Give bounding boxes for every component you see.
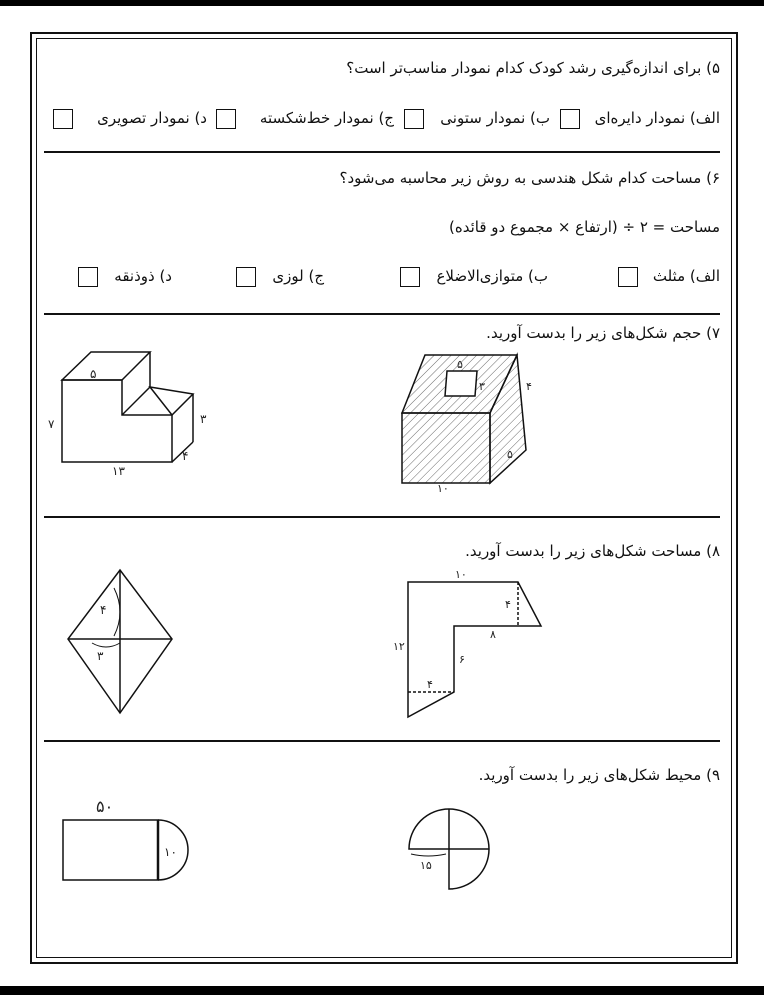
q8-fig2-label-inner: ۸ xyxy=(490,628,496,641)
q6-option-c-label: ج) لوزی xyxy=(272,267,324,285)
separator xyxy=(44,740,720,742)
q5-option-b-label: ب) نمودار ستونی xyxy=(440,109,550,127)
q7-fig1-label-left: ۷ xyxy=(48,417,55,431)
q9-fig1-label-length: ۵۰ xyxy=(96,797,114,816)
q8-fig2-label-left: ۱۲ xyxy=(393,640,405,653)
q8-fig2-label-bottom: ۴ xyxy=(427,678,433,691)
q6-question: ۶) مساحت کدام شکل هندسی به روش زیر محاسبه می‌شود؟ xyxy=(339,169,720,187)
q8-l-shaped-figure xyxy=(393,568,541,717)
q8-rhombus xyxy=(68,570,172,713)
q7-fig2-label-depth: ۴ xyxy=(526,380,532,393)
q9-question: ۹) محیط شکل‌های زیر را بدست آورید. xyxy=(478,766,720,784)
bottom-black-bar xyxy=(0,986,764,995)
q5-question: ۵) برای اندازه‌گیری رشد کودک کدام نمودار مناسب‌تر است؟ xyxy=(346,59,720,77)
q8-fig1-label-height: ۴ xyxy=(100,603,107,617)
q8-fig2-label-right: ۴ xyxy=(505,598,511,611)
q7-fig2-label-hole-depth: ۳ xyxy=(479,380,485,393)
q7-fig1-label-top: ۵ xyxy=(90,367,97,381)
q5-option-c-label: ج) نمودار خط‌شکسته xyxy=(259,109,394,127)
q7-question: ۷) حجم شکل‌های زیر را بدست آورید. xyxy=(486,324,720,342)
q8-fig2-label-inner-vertical: ۶ xyxy=(459,653,465,666)
q5-option-a-label: الف) نمودار دایره‌ای xyxy=(594,109,720,127)
q8-fig1-label-half-width: ۳ xyxy=(97,649,104,663)
q6-option-b-label: ب) متوازی‌الاضلاع xyxy=(436,267,548,285)
q9-fig1-label-diameter: ۱۰ xyxy=(164,845,177,859)
q9-fig2-label-radius: ۱۵ xyxy=(420,859,432,872)
q6-formula: مساحت = ۲ ÷ (ارتفاع × مجموع دو قائده) xyxy=(449,218,720,236)
q7-l-shaped-prism xyxy=(48,352,207,478)
q7-fig1-label-right: ۳ xyxy=(200,412,207,426)
q8-fig2-label-top: ۱۰ xyxy=(455,568,467,581)
q7-box-with-hole xyxy=(402,355,532,495)
separator xyxy=(44,516,720,518)
q5-option-d-label: د) نمودار تصویری xyxy=(97,109,207,127)
q7-fig2-label-side: ۵ xyxy=(507,448,513,461)
q7-fig2-label-bottom: ۱۰ xyxy=(437,482,449,495)
q9-rectangle-semicircle xyxy=(63,797,188,880)
q6-option-a-label: الف) مثلث xyxy=(652,267,720,285)
q9-three-quarter-circle xyxy=(409,809,489,889)
q7-fig1-label-bottom: ۱۳ xyxy=(112,464,125,478)
q7-fig2-label-hole-width: ۵ xyxy=(457,358,463,371)
q7-fig1-label-depth: ۴ xyxy=(182,449,189,463)
q8-question: ۸) مساحت شکل‌های زیر را بدست آورید. xyxy=(465,542,720,560)
q6-option-d-label: د) ذوذنقه xyxy=(114,267,172,285)
